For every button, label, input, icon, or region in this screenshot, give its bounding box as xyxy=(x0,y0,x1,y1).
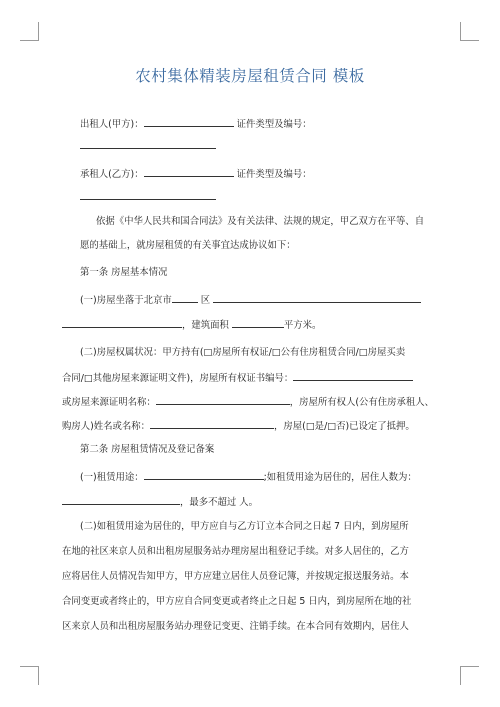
lessee-id-label: 证件类型及编号： xyxy=(236,169,312,180)
lessor-name-blank xyxy=(144,116,234,127)
ownership-line-3: 或房屋来源证明名称： ，房屋所有权人(公有住房承租人、 xyxy=(62,394,422,410)
ownership-line-2: 合同/□其他房屋来源证明文件)，房屋所有权证书编号： xyxy=(62,370,422,386)
article2-heading: 第二条 房屋租赁情况及登记备案 xyxy=(80,444,215,455)
area-blank xyxy=(232,317,284,328)
ownership-line-1: (二)房屋权属状况：甲方持有(□房屋所有权证/□公有住房租赁合同/□房屋买卖 xyxy=(80,347,406,358)
lessee-id-line xyxy=(80,189,440,205)
registration-line-3: 应将居住人员情况告知甲方，甲方应建立居住人员登记簿，并按规定报送服务站。本 xyxy=(62,571,409,582)
owner-name-blank xyxy=(150,418,274,429)
certificate-number-blank xyxy=(293,370,413,381)
intro-line-2: 愿的基础上，就房屋租赁的有关事宜达成协议如下： xyxy=(80,240,296,251)
lessor-label: 出租人(甲方)： xyxy=(80,119,144,130)
use-line: (一)租赁用途： ;如租赁用途为居住的，居住人数为： xyxy=(80,469,440,485)
crop-mark-top-left xyxy=(20,22,39,41)
lessor-id-blank xyxy=(80,138,216,149)
lessee-line xyxy=(80,166,440,182)
proof-name-blank xyxy=(156,394,290,405)
lessor-line xyxy=(80,116,440,132)
lessee-name-blank xyxy=(144,166,234,177)
ownership-line-4: 购房人)姓名或名称： ，房屋(□是/□否)已设定了抵押。 xyxy=(62,418,422,434)
document-title: 农村集体精装房屋租赁合同 模板 xyxy=(135,67,365,85)
registration-line-5: 区来京人员和出租房屋服务站办理登记变更、注销手续。在本合同有效期内，居住人 xyxy=(62,621,409,632)
lessor-id-line xyxy=(80,138,440,154)
occupants-line: ，最多不超过 人。 xyxy=(62,494,422,510)
location-line: (一)房屋坐落于北京市 区 xyxy=(80,292,440,308)
article1-heading: 第一条 房屋基本情况 xyxy=(80,267,168,278)
crop-mark-bottom-right xyxy=(460,666,479,685)
crop-mark-bottom-left xyxy=(20,666,39,685)
use-blank xyxy=(144,469,264,480)
area-line: ，建筑面积 平方米。 xyxy=(62,317,422,333)
lessor-id-label: 证件类型及编号： xyxy=(236,119,312,130)
registration-line-4: 合同变更或者终止的，甲方应自合同变更或者终止之日起 5 日内，到房屋所在地的社 xyxy=(62,596,412,607)
intro-line-1: 依据《中华人民共和国合同法》及有关法律、法规的规定，甲乙双方在平等、自 xyxy=(96,216,425,227)
lessee-label: 承租人(乙方)： xyxy=(80,169,144,180)
registration-line-1: (二)如租赁用途为居住的，甲方应自与乙方订立本合同之日起 7 日内，到房屋所 xyxy=(80,521,409,532)
crop-mark-top-right xyxy=(460,22,479,41)
address-blank xyxy=(213,292,421,303)
occupants-blank xyxy=(62,494,180,505)
lessee-id-blank xyxy=(80,189,216,200)
address-cont-blank xyxy=(62,317,182,328)
district-blank xyxy=(172,292,198,303)
registration-line-2: 在地的社区来京人员和出租房屋服务站办理房屋出租登记手续。对多人居住的，乙方 xyxy=(62,546,409,557)
